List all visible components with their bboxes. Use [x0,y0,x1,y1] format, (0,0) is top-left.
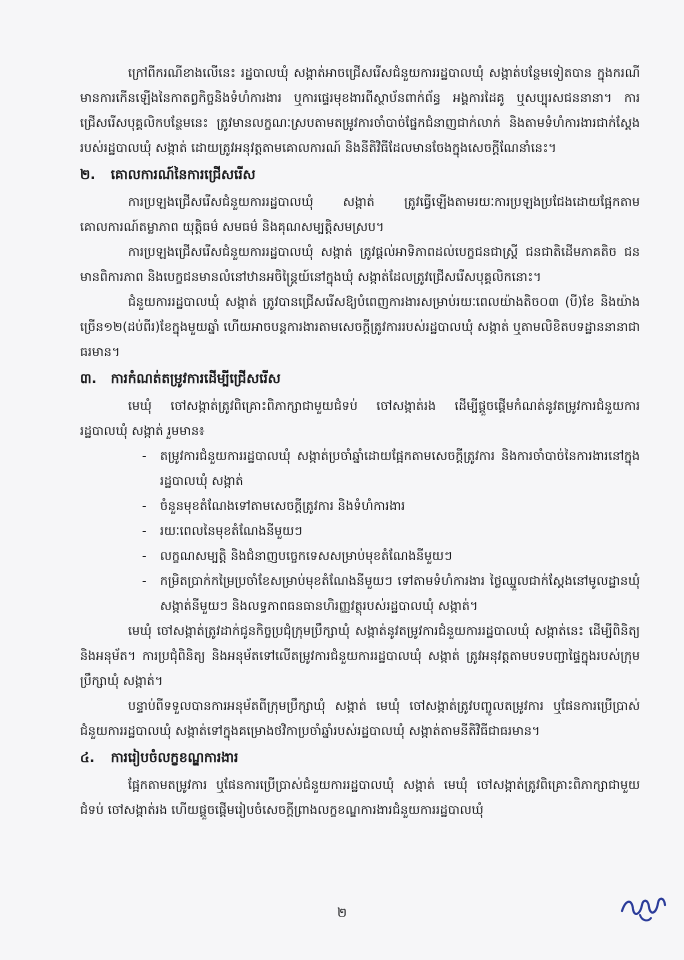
list-item: - តម្រូវការជំនួយការរដ្ឋបាលឃុំ សង្កាត់ប្រចាំឆ្នាំដោយផ្អែកតាមសេចក្ដីត្រូវការ និងការចាំបាច់នៃការងារនៅក្នុងរដ្ឋបាលឃុំ សង្កាត់ [142,443,640,493]
paragraph: ការប្រឡងជ្រើសរើសជំនួយការរដ្ឋបាលឃុំ សង្កាត់ ត្រូវធ្វើឡើងតាមរយៈការប្រឡងប្រជែងដោយផ្អែកតាមគោលការណ៍តម្លាភាព យុត្តិធម៌ សមធម៌ និងគុណសម្បត្តិសមស្រប។ [80,194,640,234]
list-item: - កម្រិតប្រាក់កម្រៃប្រចាំខែសម្រាប់មុខតំណែងនីមួយៗ ទៅតាមទំហំការងារ ថ្លៃឈ្នួលជាក់ស្ដែងនៅមូលដ្ឋានឃុំ សង្កាត់នីមួយៗ និងលទ្ធភាពធនធានហិរញ្ញវត្ថុរបស់រដ្ឋបាលឃុំ សង្កាត់។ [142,568,640,618]
list-item: - លក្ខណសម្បត្តិ និងជំនាញបច្ចេកទេសសម្រាប់មុខតំណែងនីមួយៗ [142,543,640,568]
section-title: គោលការណ៍នៃការជ្រើសរើស [110,167,256,183]
section-title: ការកំណត់តម្រូវការដើម្បីជ្រើសរើស [110,371,281,387]
requirement-list [80,443,640,618]
section-number: ២. [80,167,96,183]
section-number: ៣. [80,371,97,387]
page-number: ២ [337,906,347,921]
paragraph: មេឃុំ ចៅសង្កាត់ត្រូវដាក់ជូនកិច្ចប្រជុំក្រុមប្រឹក្សាឃុំ សង្កាត់នូវតម្រូវការជំនួយការរដ្ឋបាលឃុំ សង្កាត់នេះ ដើម្បីពិនិត្យ និងអនុម័ត។ ការប្រជុំពិនិត្យ និងអនុម័តទៅលើតម្រូវការជំនួយការរដ្ឋបាលឃុំ សង្កាត់ ត្រូវអនុវត្តតាមបទបញ្ជាផ្ទៃក្នុងរបស់ក្រុមប្រឹក្សាឃុំ សង្កាត់។ [80,623,640,688]
list-item: - រយៈពេលនៃមុខតំណែងនីមួយៗ [142,518,640,543]
list-item: - ចំនួនមុខតំណែងទៅតាមសេចក្ដីត្រូវការ និងទំហំការងារ [142,493,640,518]
section-heading-4 [80,745,640,771]
paragraph: ក្រៅពីករណីខាងលើនេះ រដ្ឋបាលឃុំ សង្កាត់អាចជ្រើសរើសជំនួយការរដ្ឋបាលឃុំ សង្កាត់បន្ថែមទៀតបាន ក្នុងករណីមានការកើនឡើងនៃកាតព្វកិច្ចនិងទំហំការងារ ឬការផ្ទេរមុខងារពីស្ថាប័នពាក់ព័ន្ធ អង្គការដៃគូ ឬសប្បុរសជននានា។ ការជ្រើសរើសបុគ្គលិកបន្ថែមនេះ ត្រូវមានលក្ខណៈស្របតាមតម្រូវការចាំបាច់ផ្នែកជំនាញជាក់លាក់ និងតាមទំហំការងារជាក់ស្ដែងរបស់រដ្ឋបាលឃុំ សង្កាត់ ដោយត្រូវអនុវត្តតាមគោលការណ៍ និងនីតិវិធីដែលមានចែងក្នុងសេចក្ដីណែនាំនេះ។ [80,65,640,155]
section-title: ការរៀបចំលក្ខខណ្ឌការងារ [110,750,239,766]
document-body [80,60,640,822]
paragraph: បន្ទាប់ពីទទួលបានការអនុម័តពីក្រុមប្រឹក្សាឃុំ សង្កាត់ មេឃុំ ចៅសង្កាត់ត្រូវបញ្ចូលតម្រូវការ ឬផែនការប្រើប្រាស់ជំនួយការរដ្ឋបាលឃុំ សង្កាត់ទៅក្នុងគម្រោងថវិកាប្រចាំឆ្នាំរបស់រដ្ឋបាលឃុំ សង្កាត់តាមនីតិវិធីជាធរមាន។ [80,698,640,738]
section-heading-2 [80,162,640,188]
paragraph: មេឃុំ ចៅសង្កាត់ត្រូវពិគ្រោះពិភាក្សាជាមួយជំទប់ ចៅសង្កាត់រង ដើម្បីផ្ដួចផ្ដើមកំណត់នូវតម្រូវការជំនួយការរដ្ឋបាលឃុំ សង្កាត់ រួមមាន៖ [80,398,640,438]
signature-initials-icon [618,885,668,925]
section-heading-3 [80,366,640,392]
paragraph: ការប្រឡងជ្រើសរើសជំនួយការរដ្ឋបាលឃុំ សង្កាត់ ត្រូវផ្ដល់អាទិភាពដល់បេក្ខជនជាស្ត្រី ជនជាតិដើមភាគតិច ជនមានពិការភាព និងបេក្ខជនមានលំនៅឋានអចិន្ត្រៃយ៍នៅក្នុងឃុំ សង្កាត់ដែលត្រូវជ្រើសរើសបុគ្គលិកនោះ។ [80,244,640,284]
paragraph: ជំនួយការរដ្ឋបាលឃុំ សង្កាត់ ត្រូវបានជ្រើសរើសឱ្យបំពេញការងារសម្រាប់រយៈពេលយ៉ាងតិច០៣ (បី)ខែ និងយ៉ាងច្រើន១២(ដប់ពីរ)ខែក្នុងមួយឆ្នាំ ហើយអាចបន្តការងារតាមសេចក្ដីត្រូវការរបស់រដ្ឋបាលឃុំ សង្កាត់ ឬតាមលិខិតបទដ្ឋាននានាជាធរមាន។ [80,294,640,359]
paragraph: ផ្អែកតាមតម្រូវការ ឬផែនការប្រើប្រាស់ជំនួយការរដ្ឋបាលឃុំ សង្កាត់ មេឃុំ ចៅសង្កាត់ត្រូវពិគ្រោះពិភាក្សាជាមួយជំទប់ ចៅសង្កាត់រង ហើយផ្ដួចផ្ដើមរៀបចំសេចក្ដីព្រាងលក្ខខណ្ឌការងារជំនួយការរដ្ឋបាលឃុំ [80,777,640,817]
section-number: ៤. [80,750,95,766]
